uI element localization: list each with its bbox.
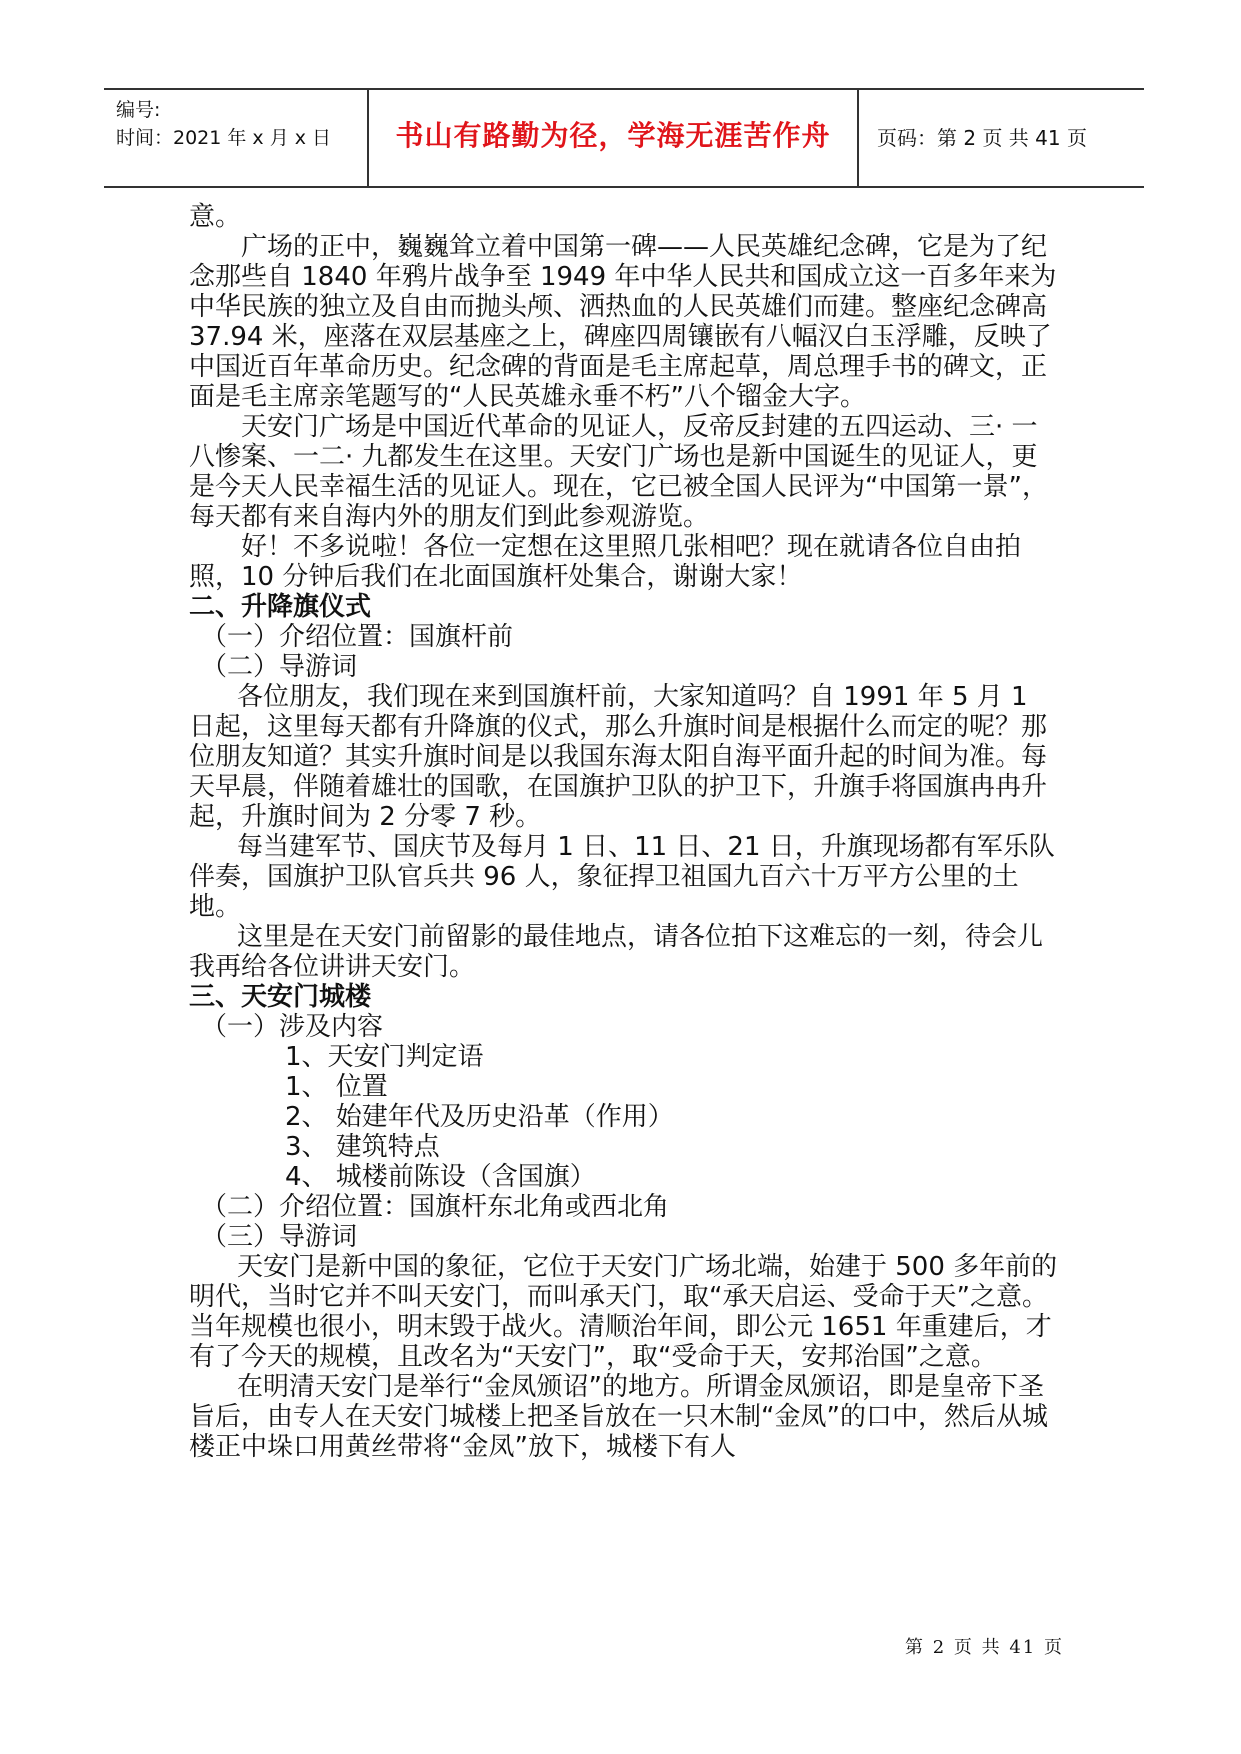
motto: 书山有路勤为径，学海无涯苦作舟 [395,119,831,152]
paragraph: 意。 [189,202,242,232]
paragraph: 这里是在天安门前留影的最佳地点，请各位拍下这难忘的一刻，待会儿我再给各位讲讲天安门。 [189,922,1044,982]
time-label: 时间：2021 年 x 月 x 日 [116,127,332,149]
paragraph: 天安门是新中国的象征，它位于天安门广场北端，始建于 500 多年前的明代，当时它并不叫天安门，而叫承天门，取“承天启运、受命于天”之意。当年规模也很小，明末毁于战火。清顺治年间，即公元 1651 年重建后，才有了今天的规模，且改名为“天安门”，取“受命于天，安邦治国”之意。 [189,1252,1058,1372]
subheading: （一）介绍位置：国旗杆前 [201,622,514,652]
subheading: （三）导游词 [201,1222,358,1252]
list-item: 4、 城楼前陈设（含国旗） [285,1162,596,1192]
subheading: （二）导游词 [201,652,358,682]
paragraph: 各位朋友，我们现在来到国旗杆前，大家知道吗？自 1991 年 5 月 1 日起，这里每天都有升降旗的仪式，那么升旗时间是根据什么而定的呢？那位朋友知道？其实升旗时间是以我国东海太阳自海平面升起的时间为准。每天早晨，伴随着雄壮的国歌，在国旗护卫队的护卫下，升旗手将国旗冉冉升起，升旗时间为 2 分零 7 秒。 [189,682,1048,832]
header-table [104,88,1144,188]
paragraph: 每当建军节、国庆节及每月 1 日、11 日、21 日，升旗现场都有军乐队伴奏，国旗护卫队官兵共 96 人，象征捍卫祖国九百六十万平方公里的土地。 [189,832,1055,922]
list-item: 1、天安门判定语 [285,1042,484,1072]
paragraph: 广场的正中，巍巍耸立着中国第一碑——人民英雄纪念碑，它是为了纪念那些自 1840 年鸦片战争至 1949 年中华人民共和国成立这一百多年来为中华民族的独立及自由而抛头颅、洒热血的人民英雄们而建。整座纪念碑高 37.94 米，座落在双层基座之上，碑座四周镶嵌有八幅汉白玉浮雕，反映了中国近百年革命历史。纪念碑的背面是毛主席起草，周总理手书的碑文，正面是毛主席亲笔题写的“人民英雄永垂不朽”八个镏金大字。 [189,232,1057,412]
page-indicator: 页码：第 2 页 共 41 页 [877,126,1087,150]
section-heading: 三、天安门城楼 [189,982,372,1012]
serial-label: 编号: [116,99,161,121]
list-item: 1、 位置 [285,1072,388,1102]
document-body [189,202,1059,1462]
subheading: （二）介绍位置：国旗杆东北角或西北角 [201,1192,670,1222]
page-footer: 第 2 页 共 41 页 [905,1637,1064,1658]
paragraph: 好！不多说啦！各位一定想在这里照几张相吧？现在就请各位自由拍照，10 分钟后我们在北面国旗杆处集合，谢谢大家！ [189,532,1022,592]
list-item: 3、 建筑特点 [285,1132,440,1162]
section-heading: 二、升降旗仪式 [189,592,372,622]
list-item: 2、 始建年代及历史沿革（作用） [285,1102,674,1132]
paragraph: 天安门广场是中国近代革命的见证人，反帝反封建的五四运动、三· 一八惨案、一二· 九都发生在这里。天安门广场也是新中国诞生的见证人，更是今天人民幸福生活的见证人。现在，它已被全国人民评为“中国第一景”，每天都有来自海内外的朋友们到此参观游览。 [189,412,1048,532]
subheading: （一）涉及内容 [201,1012,384,1042]
header-left-cell [116,96,331,152]
header-divider [857,90,859,186]
paragraph: 在明清天安门是举行“金凤颁诏”的地方。所谓金凤颁诏，即是皇帝下圣旨后，由专人在天安门城楼上把圣旨放在一只木制“金凤”的口中，然后从城楼正中垛口用黄丝带将“金凤”放下，城楼下有人 [189,1372,1048,1462]
